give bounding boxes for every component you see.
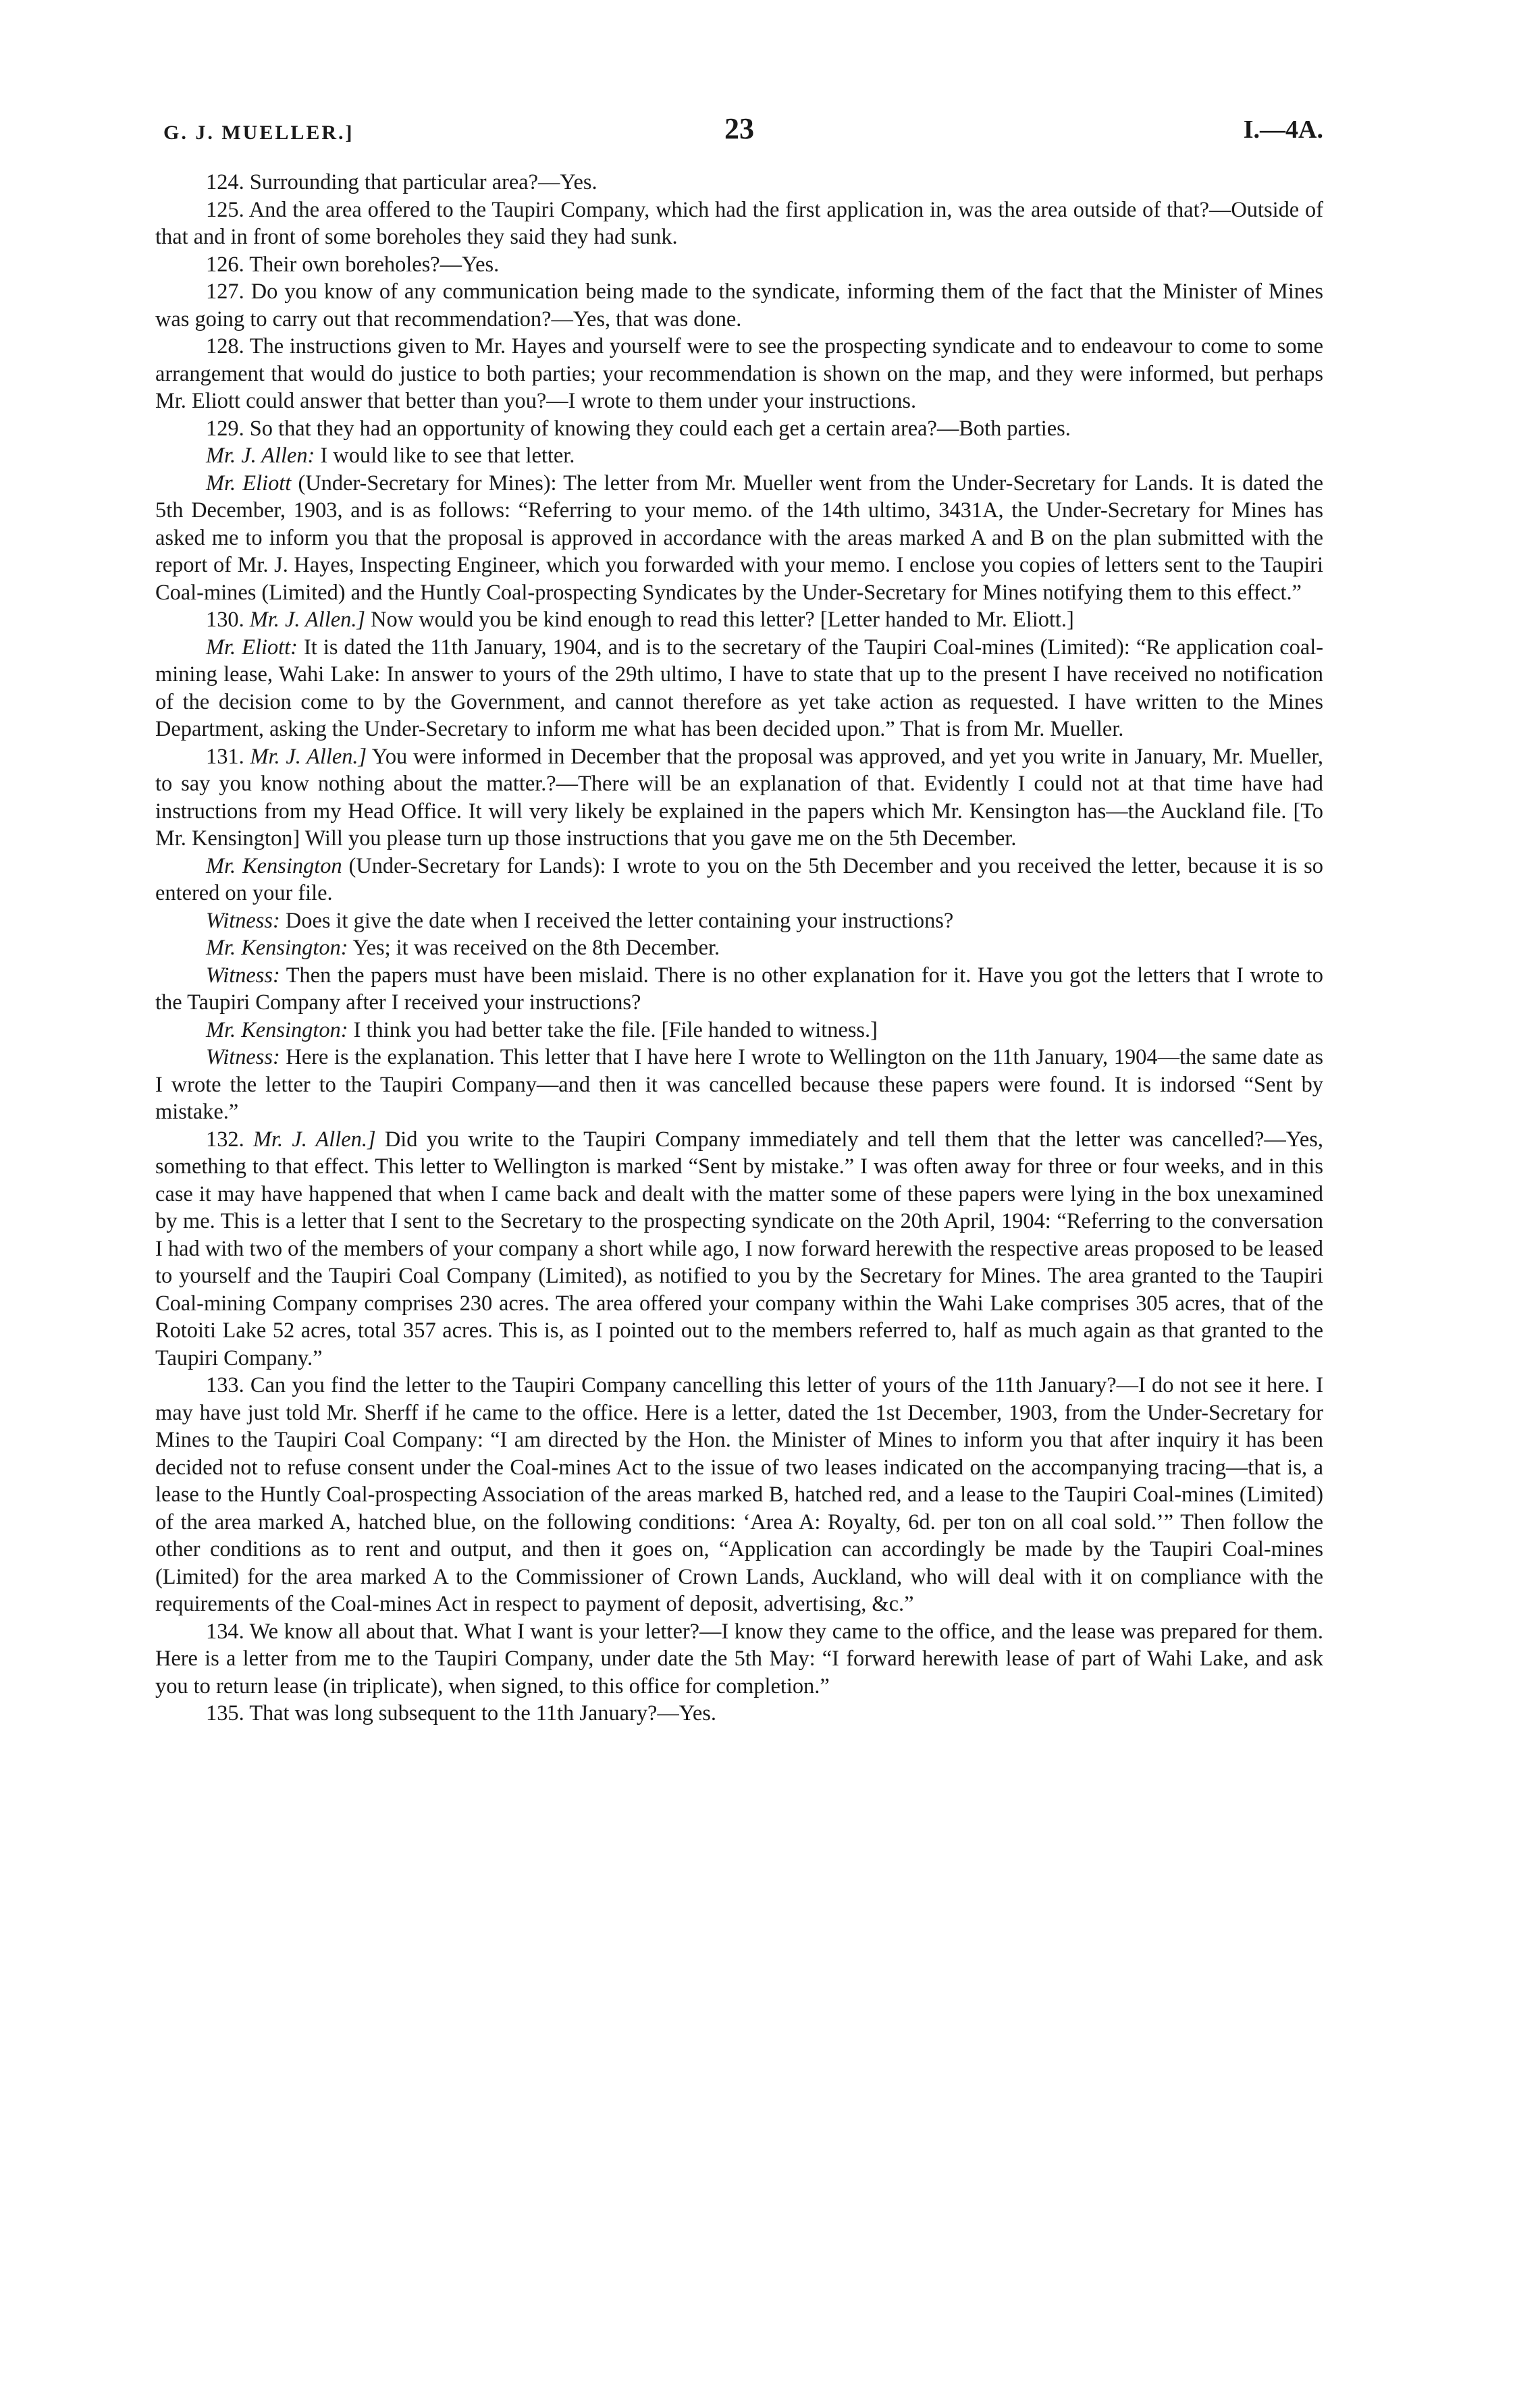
- speaker-name: Mr. Eliott:: [206, 635, 298, 660]
- paragraph: [155, 1618, 1323, 1701]
- paragraph-text: (Under-Secretary for Mines): The letter from Mr. Mueller went from the Under-Secretary for Lands. It is dated the 5th December, 1903, and is as follows: “Referring to your memo. of the 14th ultimo, 3431A, the Under-Secretary for Mines has asked me to inform you that the proposal is approved in accordance with the areas marked A and B on the plan submitted with the report of Mr. J. Hayes, Inspecting Engineer, which you forwarded with your memo. I enclose you copies of letters sent to the Taupiri Coal-mines (Limited) and the Huntly Coal-prospecting Syndicates by the Under-Secretary for Mines notifying them to this effect.”: [155, 471, 1324, 605]
- paragraph: [155, 169, 1323, 196]
- paragraph-text: Now would you be kind enough to read this letter? [Letter handed to Mr. Eliott.]: [365, 608, 1074, 632]
- paragraph: [155, 1017, 1323, 1044]
- paragraph: [155, 1700, 1323, 1728]
- paragraph-text: 134. We know all about that. What I want is your letter?—I know they came to the office, and the lease was prepared for them. Here is a letter from me to the Taupiri Company, under date the 5th May: “I forward herewith lease of part of Wahi Lake, and ask you to return lease (in triplicate), when signed, to this office for completion.”: [155, 1619, 1323, 1698]
- speaker-name: Witness:: [206, 1045, 280, 1069]
- paragraph-text: Then the papers must have been mislaid. There is no other explanation for it. Have you got the letters that I wrote to the Taupiri Company after I received your instructions?: [155, 963, 1323, 1015]
- paragraph-text: 126. Their own boreholes?—Yes.: [206, 252, 500, 277]
- paragraph: [155, 415, 1323, 443]
- paragraph: [155, 251, 1323, 279]
- speaker-name: Mr. Kensington: [206, 853, 342, 878]
- witness-name: G. J. MUELLER.]: [163, 122, 354, 144]
- speaker-name: Mr. Kensington:: [206, 936, 348, 960]
- paragraph: [155, 1372, 1323, 1618]
- document-reference: I.—4A.: [1243, 115, 1323, 144]
- paragraph-text: Does it give the date when I received the letter containing your instructions?: [280, 908, 954, 933]
- document-body: [155, 169, 1323, 1728]
- page-number: 23: [724, 112, 754, 145]
- speaker-name: Witness:: [206, 963, 280, 988]
- paragraph-text: You were informed in December that the proposal was approved, and yet you write in January, Mr. Mueller, to say you know nothing about the matter.?—There will be an explanation of that. Evidently I could not at that time have had instructions from my Head Office. It will very likely be explained in the papers which Mr. Kensington has—the Auckland file. [To Mr. Kensington] Will you please turn up those instructions that you gave me on the 5th December.: [155, 744, 1323, 851]
- page-header: [155, 101, 1323, 149]
- paragraph: [155, 278, 1323, 333]
- paragraph: [155, 1126, 1323, 1372]
- paragraph: [155, 606, 1323, 634]
- paragraph: [155, 934, 1323, 962]
- speaker-name: Mr. J. Allen.]: [252, 1127, 376, 1152]
- speaker-name: Mr. J. Allen.]: [249, 608, 366, 632]
- paragraph: [155, 962, 1323, 1017]
- paragraph: [155, 907, 1323, 935]
- paragraph: [155, 634, 1323, 743]
- paragraph: [155, 442, 1323, 470]
- paragraph: [155, 743, 1323, 853]
- document-page: [155, 101, 1323, 1728]
- paragraph-text: I think you had better take the file. [File handed to witness.]: [348, 1017, 878, 1042]
- paragraph-text: 133. Can you find the letter to the Taupiri Company cancelling this letter of yours of the 11th January?—I do not see it here. I may have just told Mr. Sherff if he came to the office. Here is a letter, dated the 1st December, 1903, from the Under-Secretary for Mines to the Taupiri Coal Company: “I am directed by the Hon. the Minister of Mines to inform you that after inquiry it has been decided not to refuse consent under the Coal-mines Act to the issue of two leases indicated on the accompanying tracing—that is, a lease to the Huntly Coal-prospecting Association of the areas marked B, hatched red, and a lease to the Taupiri Coal-mines (Limited) of the area marked A, hatched blue, on the following conditions: ‘Area A: Royalty, 6d. per ton on all coal sold.’” Then follow the other conditions as to rent and output, and then it goes on, “Application can accordingly be made by the Taupiri Coal-mines (Limited) for the area marked A to the Commissioner of Crown Lands, Auckland, who will deal with it on compliance with the requirements of the Coal-mines Act in respect to payment of deposit, advertising, &c.”: [155, 1373, 1323, 1616]
- paragraph: [155, 333, 1323, 415]
- paragraph-text: Yes; it was received on the 8th December.: [348, 936, 720, 960]
- paragraph-text: 129. So that they had an opportunity of knowing they could each get a certain area?—Both parties.: [206, 416, 1071, 441]
- paragraph-text: Did you write to the Taupiri Company immediately and tell them that the letter was cancelled?—Yes, something to that effect. This letter to Wellington is marked “Sent by mistake.” I was often away for three or four weeks, and in this case it may have happened that when I came back and dealt with the matter some of these papers were lying in the box unexamined by me. This is a letter that I sent to the Secretary to the prospecting syndicate on the 20th April, 1904: “Referring to the conversation I had with two of the members of your company a short while ago, I now forward herewith the respective areas proposed to be leased to yourself and the Taupiri Coal Company (Limited), as notified to you by the Secretary for Mines. The area granted to the Taupiri Coal-mining Company comprises 230 acres. The area offered your company within the Wahi Lake comprises 305 acres, that of the Rotoiti Lake 52 acres, total 357 acres. This is, as I pointed out to the members referred to, half as much again as that granted to the Taupiri Company.”: [155, 1127, 1323, 1370]
- paragraph-text: I would like to see that letter.: [315, 444, 575, 468]
- paragraph-number: 132.: [206, 1127, 253, 1152]
- paragraph-text: 127. Do you know of any communication being made to the syndicate, informing them of the fact that the Minister of Mines was going to carry out that recommendation?—Yes, that was done.: [155, 279, 1323, 331]
- speaker-name: Witness:: [206, 908, 280, 933]
- speaker-name: Mr. J. Allen.]: [250, 744, 367, 769]
- paragraph: [155, 853, 1323, 907]
- paragraph-text: (Under-Secretary for Lands): I wrote to you on the 5th December and you received the letter, because it is so entered on your file.: [155, 853, 1323, 905]
- paragraph-text: Here is the explanation. This letter that I have here I wrote to Wellington on the 11th January, 1904—the same date as I wrote the letter to the Taupiri Company—and then it was cancelled because these papers were found. It is indorsed “Sent by mistake.”: [155, 1045, 1323, 1124]
- paragraph: [155, 470, 1323, 607]
- paragraph-text: It is dated the 11th January, 1904, and is to the secretary of the Taupiri Coal-mines (Limited): “Re application coal-mining lease, Wahi Lake: In answer to yours of the 29th ultimo, I have to state that up to the present I have received no notification of the decision come to by the Government, and cannot therefore as yet take action as requested. I have written to the Mines Department, asking the Under-Secretary to inform me what has been decided upon.” That is from Mr. Mueller.: [155, 635, 1323, 741]
- paragraph-text: 124. Surrounding that particular area?—Yes.: [206, 170, 597, 194]
- paragraph-number: 131.: [206, 744, 250, 769]
- speaker-name: Mr. Kensington:: [206, 1017, 348, 1042]
- speaker-name: Mr. J. Allen:: [206, 444, 315, 468]
- speaker-name: Mr. Eliott: [206, 471, 292, 496]
- paragraph: [155, 196, 1323, 251]
- paragraph-number: 130.: [206, 608, 250, 632]
- paragraph-text: 135. That was long subsequent to the 11th January?—Yes.: [206, 1701, 717, 1725]
- paragraph-text: 125. And the area offered to the Taupiri Company, which had the first application in, was the area outside of that?—Outside of that and in front of some boreholes they said they had sunk.: [155, 197, 1323, 249]
- paragraph: [155, 1044, 1323, 1126]
- paragraph-text: 128. The instructions given to Mr. Hayes and yourself were to see the prospecting syndicate and to endeavour to come to some arrangement that would do justice to both parties; your recommendation is shown on the map, and they were informed, but perhaps Mr. Eliott could answer that better than you?—I wrote to them under your instructions.: [155, 334, 1323, 413]
